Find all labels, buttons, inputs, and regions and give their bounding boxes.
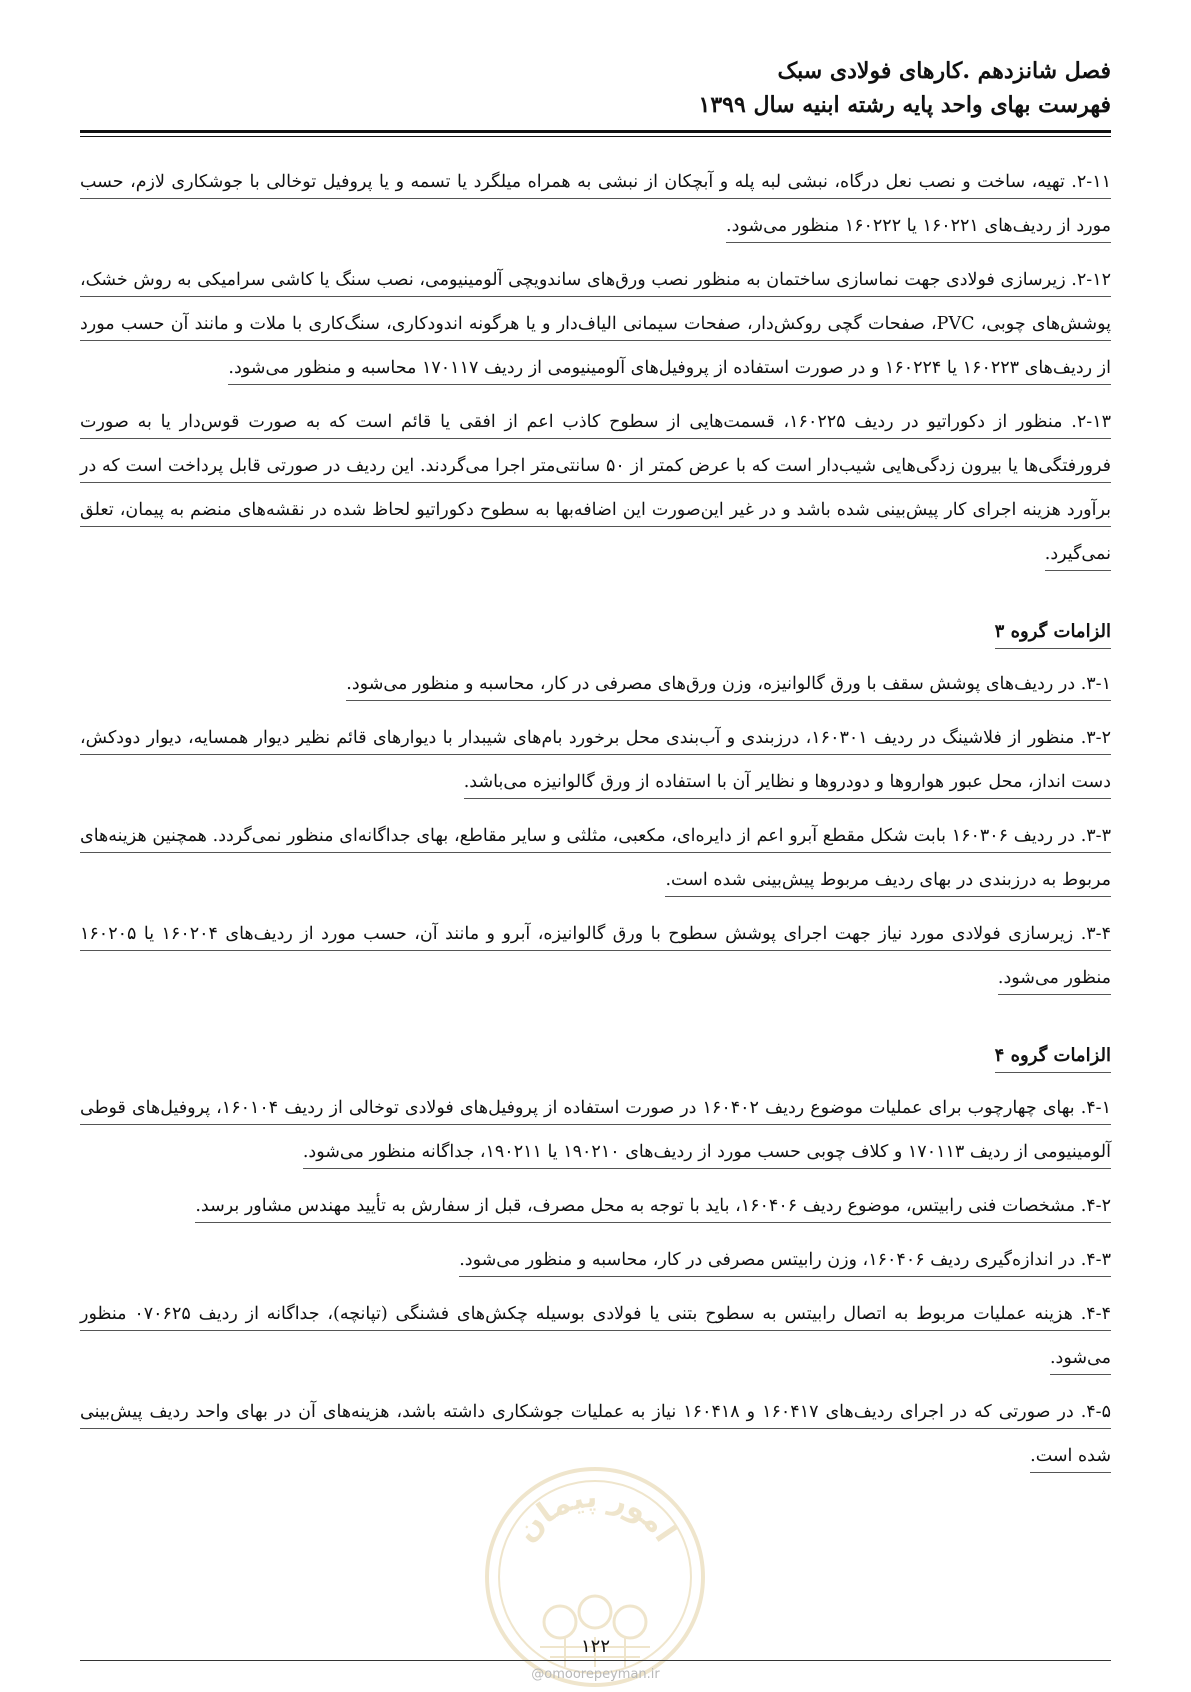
main-content [80,160,1111,1488]
footer-rule [80,1660,1111,1661]
clause-4-5: ۴-۵. در صورتی که در اجرای ردیف‌های ۱۶۰۴۱۷ و ۱۶۰۴۱۸ نیاز به عملیات جوشکاری داشته باشد، هزینه‌های آن در بهای واحد ردیف پیش‌بینی شده است. [80,1390,1111,1478]
group3-heading: الزامات گروه ۳ [80,610,1111,654]
page-number: ۱۲۲ [580,1636,610,1657]
header-rule-thick [80,130,1111,133]
header-rule-thin [80,136,1111,137]
clause-3-1: ۳-۱. در ردیف‌های پوشش سقف با ورق گالوانیزه، وزن ورق‌های مصرفی در کار، محاسبه و منظور می‌شود. [80,662,1111,706]
clause-4-2: ۴-۲. مشخصات فنی رابیتس، موضوع ردیف ۱۶۰۴۰۶، باید با توجه به محل مصرف، قبل از سفارش به تأیید مهندس مشاور برسد. [80,1184,1111,1228]
clause-4-4: ۴-۴. هزینه عملیات مربوط به اتصال رابیتس به سطوح بتنی یا فولادی بوسیله چکش‌های فشنگی (تپانچه)، جداگانه از ردیف ۰۷۰۶۲۵ منظور می‌شود. [80,1292,1111,1380]
clause-3-3: ۳-۳. در ردیف ۱۶۰۳۰۶ بابت شکل مقطع آبرو اعم از دایره‌ای، مکعبی، مثلثی و سایر مقاطع، بهای جداگانه‌ای منظور نمی‌گردد. همچنین هزینه‌های مربوط به درزبندی در بهای ردیف مربوط پیش‌بینی شده است. [80,814,1111,902]
watermark-logo [480,1462,710,1692]
clause-2-13: ۲-۱۳. منظور از دکوراتیو در ردیف ۱۶۰۲۲۵، قسمت‌هایی از سطوح کاذب اعم از افقی یا قائم است که به صورت قوس‌دار یا به صورت فرورفتگی‌ها یا بیرون زدگی‌هایی شیب‌دار است که با عرض کمتر از ۵۰ سانتی‌متر اجرا می‌گردند. این ردیف در صورتی قابل پرداخت است که در برآورد هزینه اجرای کار پیش‌بینی شده باشد و در غیر این‌صورت این اضافه‌بها به سطوح دکوراتیو لحاظ شده در نقشه‌های منضم به پیمان، تعلق نمی‌گیرد. [80,400,1111,576]
group4-heading: الزامات گروه ۴ [80,1034,1111,1078]
clause-3-2: ۳-۲. منظور از فلاشینگ در ردیف ۱۶۰۳۰۱، درزبندی و آب‌بندی محل برخورد بام‌های شیبدار با دیوارهای قائم نظیر دیوار همسایه، دیوار دودکش، دست انداز، محل عبور هواروها و دودروها و نظایر آن با استفاده از ورق گالوانیزه می‌باشد. [80,716,1111,804]
watermark-text: امور پیمان [508,1479,683,1549]
page-header [80,54,1111,122]
price-list-title: فهرست بهای واحد پایه رشته ابنیه سال ۱۳۹۹ [698,92,1111,118]
clause-4-1: ۴-۱. بهای چهارچوب برای عملیات موضوع ردیف ۱۶۰۴۰۲ در صورت استفاده از پروفیل‌های فولادی توخالی از ردیف ۱۶۰۱۰۴، پروفیل‌های قوطی آلومینیومی از ردیف ۱۷۰۱۱۳ و کلاف چوبی حسب مورد از ردیف‌های ۱۹۰۲۱۰ یا ۱۹۰۲۱۱، جداگانه منظور می‌شود. [80,1086,1111,1174]
clause-2-12: ۲-۱۲. زیرسازی فولادی جهت نماسازی ساختمان به منظور نصب ورق‌های ساندویچی آلومینیومی، نصب سنگ یا کاشی سرامیکی به روش خشک، پوشش‌های چوبی، PVC، صفحات گچی روکش‌دار، صفحات سیمانی الیاف‌دار و یا هرگونه اندودکاری، سنگ‌کاری با ملات و مانند آن حسب مورد از ردیف‌های ۱۶۰۲۲۳ یا ۱۶۰۲۲۴ و در صورت استفاده از پروفیل‌های آلومینیومی از ردیف ۱۷۰۱۱۷ محاسبه و منظور می‌شود. [80,258,1111,390]
chapter-title: فصل شانزدهم .کارهای فولادی سبک [777,58,1111,84]
watermark-url: @omoorepeyman.ir [531,1667,660,1682]
clause-2-11: ۲-۱۱. تهیه، ساخت و نصب نعل درگاه، نبشی لبه پله و آبچکان از نبشی به همراه میلگرد یا تسمه و یا پروفیل توخالی با جوشکاری لازم، حسب مورد از ردیف‌های ۱۶۰۲۲۱ یا ۱۶۰۲۲۲ منظور می‌شود. [80,160,1111,248]
clause-3-4: ۳-۴. زیرسازی فولادی مورد نیاز جهت اجرای پوشش سطوح با ورق گالوانیزه، آبرو و مانند آن، حسب مورد از ردیف‌های ۱۶۰۲۰۴ یا ۱۶۰۲۰۵ منظور می‌شود. [80,912,1111,1000]
clause-4-3: ۴-۳. در اندازه‌گیری ردیف ۱۶۰۴۰۶، وزن رابیتس مصرفی در کار، محاسبه و منظور می‌شود. [80,1238,1111,1282]
